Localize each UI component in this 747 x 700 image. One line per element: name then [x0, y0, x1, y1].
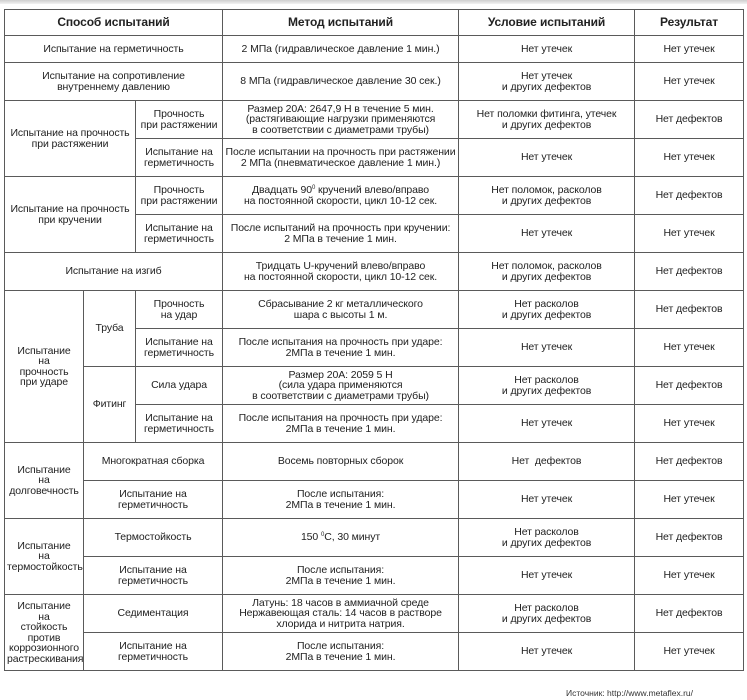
condition-cell: Нет поломок, расколов и других дефектов [459, 177, 635, 215]
group-cell: Труба [84, 291, 136, 367]
condition-cell: Нет поломок, расколов и других дефектов [459, 253, 635, 291]
result-cell: Нет утечек [635, 329, 744, 367]
method-cell: 2 МПа (гидравлическое давление 1 мин.) [223, 36, 459, 63]
condition-cell: Нет утечек [459, 557, 635, 595]
condition-cell: Нет утечек [459, 329, 635, 367]
condition-cell: Нет утечек [459, 405, 635, 443]
method-cell: Двадцать $90^0$ кручений влево/вправо на постоянной скорости, цикл 10-12 сек. [223, 177, 459, 215]
method-cell: 8 МПа (гидравлическое давление 30 сек.) [223, 63, 459, 101]
result-cell: Нет утечек [635, 405, 744, 443]
subtest-cell: Испытание на герметичность [136, 329, 223, 367]
table-row [5, 367, 744, 405]
subtest-cell: Седиментация [84, 595, 223, 633]
result-cell: Нет утечек [635, 215, 744, 253]
condition-cell: Нет утечек [459, 215, 635, 253]
subtest-cell: Испытание на герметичность [136, 139, 223, 177]
subtest-cell: Прочность при растяжении [136, 101, 223, 139]
result-cell: Нет утечек [635, 481, 744, 519]
table-row [5, 443, 744, 481]
subtest-cell: Испытание на герметичность [136, 215, 223, 253]
condition-cell: Нет утечек [459, 139, 635, 177]
condition-cell: Нет поломки фитинга, утечек и других дефектов [459, 101, 635, 139]
result-cell: Нет утечек [635, 139, 744, 177]
result-cell: Нет дефектов [635, 595, 744, 633]
condition-cell: Нет утечек [459, 481, 635, 519]
condition-cell: Нет расколов и других дефектов [459, 367, 635, 405]
result-cell: Нет дефектов [635, 177, 744, 215]
condition-cell: Нет утечек [459, 36, 635, 63]
table-row [5, 557, 744, 595]
degree-mark: 0 [311, 185, 316, 191]
subtest-cell: Прочность при растяжении [136, 177, 223, 215]
header-result: Результат [635, 10, 744, 36]
group-cell: Фитинг [84, 367, 136, 443]
table-row [5, 481, 744, 519]
result-cell: Нет дефектов [635, 101, 744, 139]
result-cell: Нет дефектов [635, 367, 744, 405]
result-cell: Нет дефектов [635, 443, 744, 481]
method-cell: Тридцать U-кручений влево/вправо на постоянной скорости, цикл 10-12 сек. [223, 253, 459, 291]
method-cell: После испытания: 2МПа в течение 1 мин. [223, 633, 459, 671]
source-caption: Источник: http://www.metaflex.ru/ [566, 688, 693, 698]
subtest-cell: Испытание на герметичность [84, 481, 223, 519]
category-cell: Испытание на прочность при растяжении [5, 101, 136, 177]
category-cell: Испытание на стойкость против коррозионного растрескивания [5, 595, 84, 671]
category-cell: Испытание на прочность при кручении [5, 177, 136, 253]
condition-cell: Нет расколов и других дефектов [459, 595, 635, 633]
category-cell: Испытание на долговечность [5, 443, 84, 519]
header-test-method: Метод испытаний [223, 10, 459, 36]
table-row [5, 595, 744, 633]
subtest-cell: Прочность на удар [136, 291, 223, 329]
result-cell: Нет дефектов [635, 519, 744, 557]
result-cell: Нет дефектов [635, 291, 744, 329]
table-row [5, 633, 744, 671]
result-cell: Нет утечек [635, 36, 744, 63]
header-test-type: Способ испытаний [5, 10, 223, 36]
table-row [5, 177, 744, 215]
result-cell: Нет дефектов [635, 253, 744, 291]
method-cell: 150 $^0$С, 30 минут [223, 519, 459, 557]
category-cell: Испытание на термостойкость [5, 519, 84, 595]
header-row [5, 10, 744, 36]
result-cell: Нет утечек [635, 63, 744, 101]
condition-cell: Нет утечек и других дефектов [459, 63, 635, 101]
method-cell: Восемь повторных сборок [223, 443, 459, 481]
table-row [5, 36, 744, 63]
condition-cell: Нет дефектов [459, 443, 635, 481]
table-row [5, 63, 744, 101]
method-cell: Латунь: 18 часов в аммиачной среде Нержавеющая сталь: 14 часов в растворе хлорида и нитрита натрия. [223, 595, 459, 633]
table-row [5, 253, 744, 291]
method-cell: После испытания на прочность при ударе: 2МПа в течение 1 мин. [223, 329, 459, 367]
method-cell: Сбрасывание 2 кг металлического шара с высоты 1 м. [223, 291, 459, 329]
result-cell: Нет утечек [635, 633, 744, 671]
table-row [5, 519, 744, 557]
method-cell: После испытания: 2МПа в течение 1 мин. [223, 481, 459, 519]
subtest-cell: Термостойкость [84, 519, 223, 557]
method-cell: После испытаний на прочность при кручении: 2 МПа в течение 1 мин. [223, 215, 459, 253]
subtest-cell: Многократная сборка [84, 443, 223, 481]
result-cell: Нет утечек [635, 557, 744, 595]
method-cell: Размер 20А: 2059 5 Н (сила удара применяются в соответствии с диаметрами трубы) [223, 367, 459, 405]
subtest-cell: Испытание на герметичность [136, 405, 223, 443]
subtest-cell: Испытание на герметичность [84, 557, 223, 595]
top-edge [0, 0, 747, 4]
subtest-cell: Испытание на герметичность [84, 633, 223, 671]
method-cell: Размер 20А: 2647,9 Н в течение 5 мин. (растягивающие нагрузки применяются в соответствии с диаметрами трубы) [223, 101, 459, 139]
subtest-cell: Сила удара [136, 367, 223, 405]
condition-cell: Нет расколов и других дефектов [459, 519, 635, 557]
category-cell: Испытание на изгиб [5, 253, 223, 291]
table-row [5, 291, 744, 329]
method-cell: После испытании на прочность при растяжении 2 МПа (пневматическое давление 1 мин.) [223, 139, 459, 177]
header-test-condition: Условие испытаний [459, 10, 635, 36]
degree-mark: 0 [320, 532, 325, 539]
method-cell: После испытания на прочность при ударе: 2МПа в течение 1 мин. [223, 405, 459, 443]
condition-cell: Нет расколов и других дефектов [459, 291, 635, 329]
table-row [5, 101, 744, 139]
category-cell: Испытание на прочность при ударе [5, 291, 84, 443]
condition-cell: Нет утечек [459, 633, 635, 671]
test-results-table [4, 9, 744, 671]
category-cell: Испытание на сопротивление внутреннему давлению [5, 63, 223, 101]
method-cell: После испытания: 2МПа в течение 1 мин. [223, 557, 459, 595]
category-cell: Испытание на герметичность [5, 36, 223, 63]
